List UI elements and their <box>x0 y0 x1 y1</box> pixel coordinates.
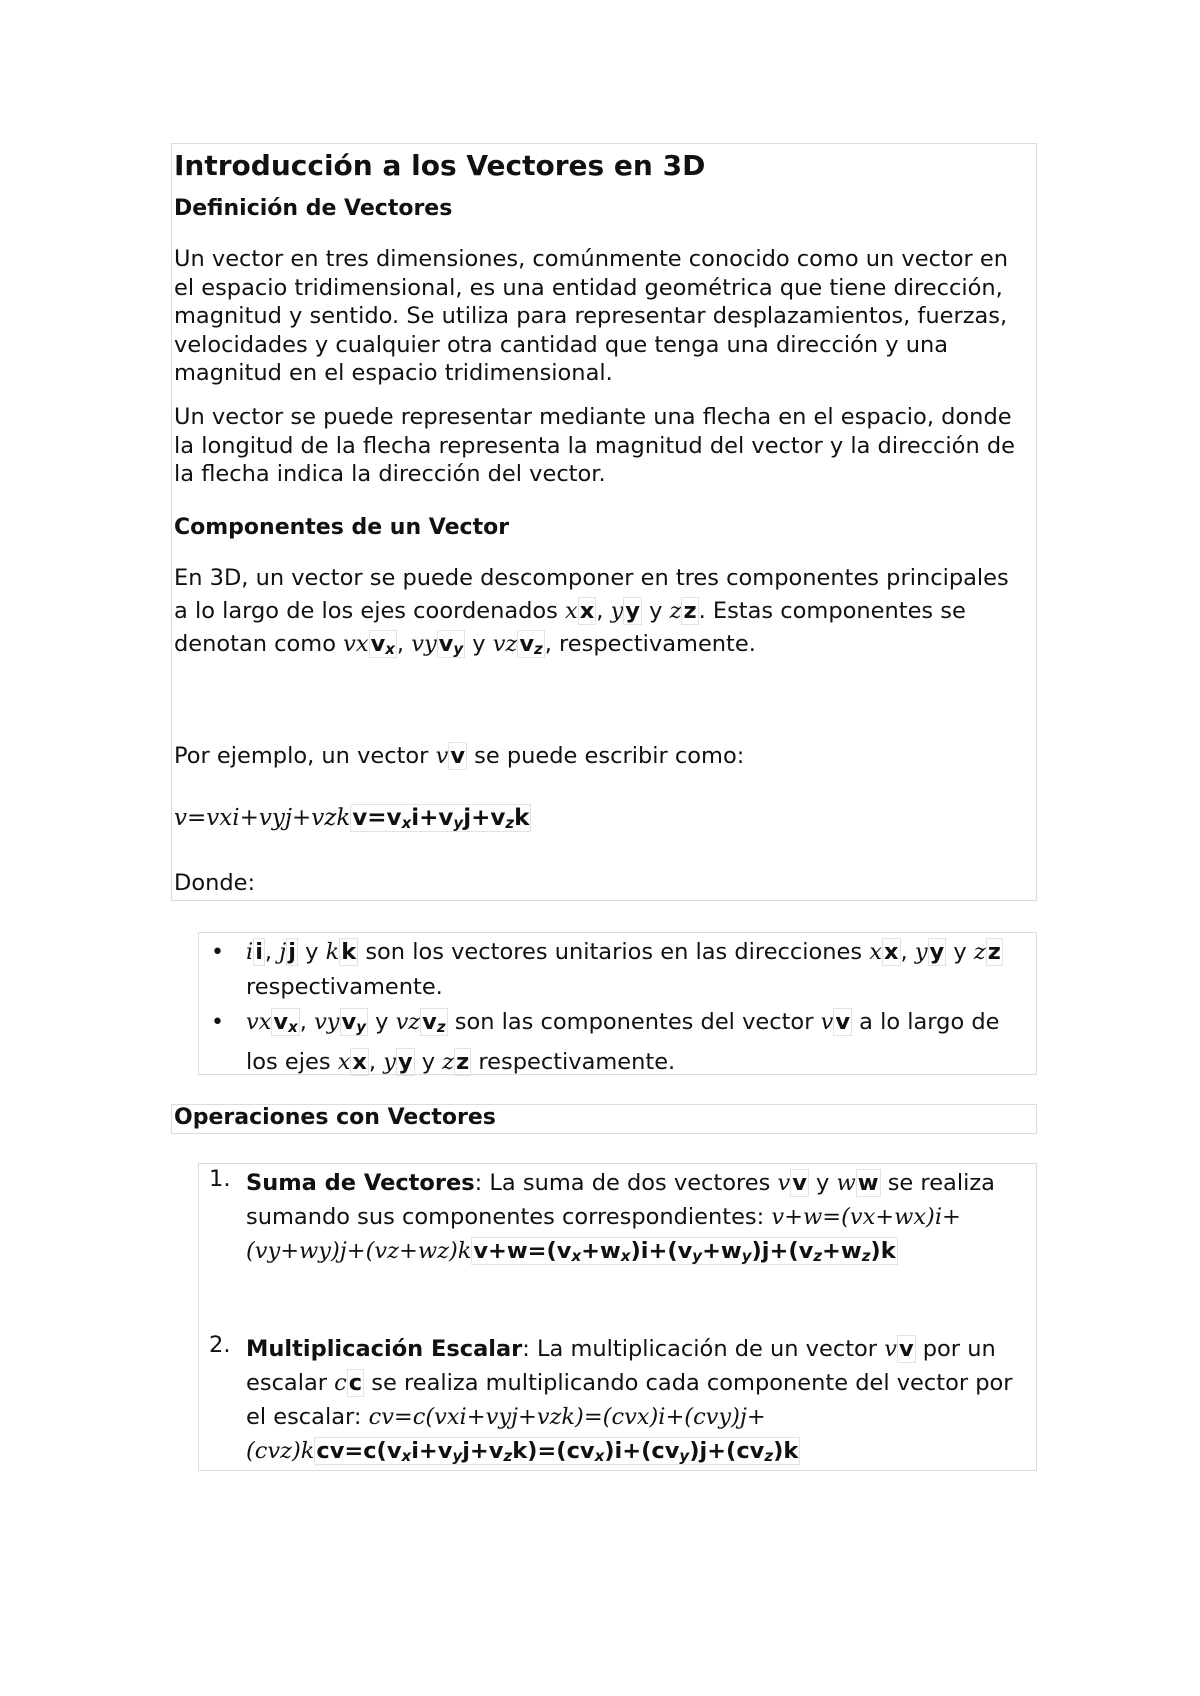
page-title: Introducción a los Vectores en 3D <box>174 149 706 182</box>
bullet-icon: • <box>211 940 224 965</box>
operations-ordered-list: 1. Suma de Vectores: La suma de dos vectores vv y ww se realiza sumando sus componentes correspondientes: $v+w=(vx+wx)i+(vy+wy)j+(vz+wz)kv+w=(v_x+w_x)i+(v_y+w_y)j+(v_z+w_z)k$ 2. Multiplicación Escalar: La multiplicación de un vector vv por un escalar cc se realiza multiplicando cada componente del vector por el escalar: $cv=c(vxi+vyj+vzk)=(cvx)i+(cvy)j+(cvz)kcv=c(v_xi+v_yj+v_zk)=(cv_x)i+(cv_y)j+(cv_z)k$ <box>198 1163 1037 1471</box>
formula-plain: v=vxi+vyj+vzk <box>174 805 351 831</box>
main-content-box <box>171 143 1037 901</box>
vector-formula: $v=vxi+vyj+vzkv=v_xi+v_yj+v_zk$ <box>174 805 530 832</box>
section-heading-componentes: Componentes de un Vector <box>174 515 510 540</box>
section-heading-operaciones-box <box>171 1104 1037 1134</box>
section-heading-operaciones: Operaciones con Vectores <box>174 1105 496 1130</box>
ejemplo-paragraph: Por ejemplo, un vector vv se puede escribir como: <box>174 743 745 769</box>
components-bullet-list: • ii, jj y kk son los vectores unitarios en las direcciones xx, yy y zz respectivamente. • vxv$_x$, vyv$_y$ y vzv$_z$ son las componentes del vector vv a lo largo de los ejes xx, yy y zz respectivamente. <box>198 932 1037 1075</box>
operation-term: Multiplicación Escalar <box>246 1336 523 1362</box>
componentes-paragraph: En 3D, un vector se puede descomponer en tres componentes principales a lo largo de los ejes coordenados xx, yy y zz. Estas componentes se denotan como vxv$_x$, vyv$_y$ y vzv$_z$, respectivamente. <box>174 565 1009 658</box>
definicion-paragraph-2: Un vector se puede representar mediante una flecha en el espacio, donde la longitud de la flecha representa la magnitud del vector y la dirección de la flecha indica la dirección del vector. <box>174 404 1015 487</box>
definicion-paragraph-1: Un vector en tres dimensiones, comúnmente conocido como un vector en el espacio tridimensional, es una entidad geométrica que tiene dirección, magnitud y sentido. Se utiliza para representar desplazamientos, fuerzas, velocidades y cualquier otra cantidad que tenga una dirección y una magnitud en el espacio tridimensional. <box>174 246 1009 386</box>
operation-term: Suma de Vectores <box>246 1170 475 1196</box>
donde-label: Donde: <box>174 870 256 896</box>
section-heading-definicion: Definición de Vectores <box>174 196 453 221</box>
bullet-icon: • <box>211 1010 224 1035</box>
